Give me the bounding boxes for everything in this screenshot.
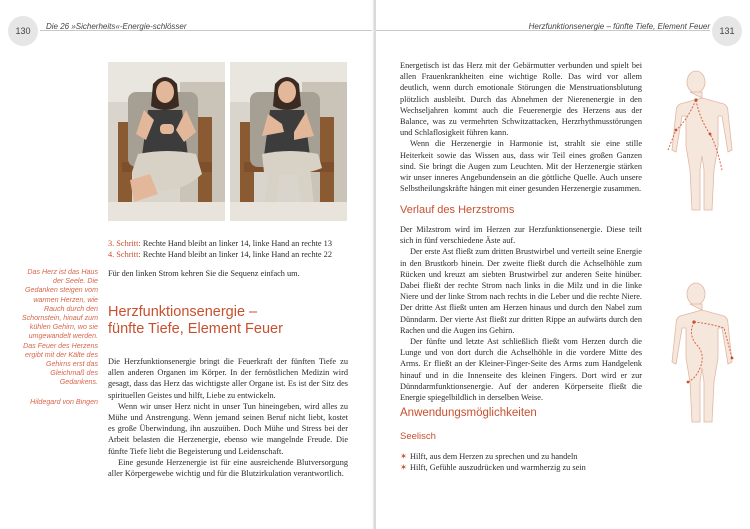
- paragraph: Energetisch ist das Herz mit der Gebärmutter verbunden und spielt bei allen Frauenkrankheiten eine wichtige Rolle. Das wird vor allem deutlich, wenn durch emotionale Störungen die Menstruationsblutung plötzlich ausbleibt. Durch das Abnehmen der Nierenenergie in den Wechseljahren kommt auch die Feuerenergie des Herzens aus der Balance, was zu vermehrten Schwitzattacken, Herzrhythmusstörungen und Schlaflosigkeit führen kann.: [400, 61, 642, 138]
- paragraph: Wenn die Herzenergie in Harmonie ist, strahlt sie eine stille Heiterkeit sowie das Wissen aus, dass wir Teil eines großen Ganzen sind. Sie bringt die Augen zum Leuchten. Mit der Herzenergie stärken wir unser inneres Angebundensein an die göttliche Quelle. Auch unsere Selbstheilungskräfte hängen mit einer gesunden Herzenergie zusammen.: [400, 139, 642, 194]
- right-body-top: [400, 60, 642, 194]
- section-heading: [108, 304, 283, 338]
- photo-step-4: [230, 62, 347, 221]
- step-label: 4. Schritt:: [108, 250, 141, 259]
- paragraph: Der Milzstrom wird im Herzen zur Herzfunktionsenergie. Diese teilt sich in fünf verschiedene Äste auf.: [400, 225, 642, 246]
- subheading-uses: Seelisch: [400, 431, 436, 442]
- step-item: [108, 249, 348, 260]
- steps-list: [108, 238, 348, 279]
- bullet-icon: ✶: [400, 463, 407, 473]
- left-page-number: 130: [8, 16, 38, 46]
- paragraph: Wenn wir unser Herz nicht in unser Tun hineingeben, wird alles zu Mühe und Anstrengung. Wenn jemand seinen Beruf nicht liebt, kostet es große Überwindung, ihn auszuüben. Doch Mühe und Stress bei der Arbeit belasten die Herzenergie, ebenso wie mangelnde Freude. Die fünfte Tiefe liebt die Begeisterung und Leidenschaft.: [108, 401, 348, 456]
- section-heading-line2: fünfte Tiefe, Element Feuer: [108, 321, 283, 337]
- right-body-flow: [400, 224, 642, 403]
- heading-flow: Verlauf des Herzstroms: [400, 204, 515, 216]
- list-item: [400, 451, 642, 462]
- meridian-diagram-back: [646, 70, 746, 218]
- bullet-icon: ✶: [400, 452, 407, 461]
- heading-uses: Anwendungsmöglichkeiten: [400, 407, 537, 419]
- photo-step-3: [108, 62, 225, 221]
- step-text: Rechte Hand bleibt an linker 14, linke Hand an rechte 13: [142, 239, 332, 248]
- sidenote-quote: [20, 268, 98, 407]
- paragraph: Eine gesunde Herzenergie ist für eine ausreichende Blutversorgung aller Körpergewebe wichtig und für die Blutzirkulation verantwortlich.: [108, 457, 348, 479]
- sidenote-author: Hildegard von Bingen: [30, 397, 98, 406]
- meridian-diagram-front: [646, 282, 746, 430]
- steps-note: Für den linken Strom kehren Sie die Sequenz einfach um.: [108, 269, 300, 278]
- right-page-header: [376, 0, 750, 48]
- uses-bullet-list: [400, 451, 642, 473]
- paragraph: Der fünfte und letzte Ast schließlich fließt vom Herzen durch die Lunge und von dort durch die Achselhöhle in die vordere Mitte des Arms. Er fließt an der Kleiner-Finger-Seite des Arms zum Handgelenk hinauf und in die Innenseite des kleinen Fingers. Dort wird er zur Dünndarmfunktionsenergie. Auf der anderen Körperseite fließt die Energie spiegelbildlich in derselben Weise.: [400, 337, 642, 403]
- left-page-header: [0, 0, 374, 48]
- list-item: [400, 462, 642, 473]
- right-page-number: 131: [712, 16, 742, 46]
- photo-step-4-image: [230, 62, 347, 221]
- list-item-text: Hilft, aus dem Herzen zu sprechen und zu handeln: [409, 452, 578, 461]
- right-running-head: Herzfunktionsenergie – fünfte Tiefe, Element Feuer: [528, 22, 710, 31]
- list-item-text: Hilft, Gefühle auszudrücken und warmherzig zu sein: [409, 463, 586, 473]
- photo-step-3-image: [108, 62, 225, 221]
- left-running-head: Die 26 »Sicherheits«-Energie-schlösser: [46, 22, 187, 31]
- right-page: [376, 0, 750, 529]
- left-body-text: [108, 356, 348, 479]
- left-page: [0, 0, 374, 529]
- paragraph: Die Herzfunktionsenergie bringt die Feuerkraft der fünften Tiefe zu allen anderen Organen im Körper. In der fernöstlichen Medizin wird gesagt, dass das Herz das wichtigste aller Organe ist. Es ist der Sitz des spirituellen Geistes und hilft, Liebe zu entwickeln.: [108, 357, 348, 400]
- step-label: 3. Schritt:: [108, 239, 141, 248]
- paragraph: Der erste Ast fließt zum dritten Brustwirbel und verteilt seine Energie in den Brustkorb hinein. Der zweite fließt durch die Achselhöhle zum Rücken und kreuzt am siebten Brustwirbel zur anderen Seite hinüber. Dabei fließt der rechte Strom nach links in die Milz und in die linke Niere und der linke Strom nach rechts in die Leber und die rechte Niere. Der dritte Ast fließt unten am Herzen hinaus und durch den Nabel zum Dünndarm. Der vierte Ast fließt zur dritten Rippe an aufwärts durch den Rachen und die Augen ins Gehirn.: [400, 247, 642, 335]
- sidenote-quote-text: Das Herz ist das Haus der Seele. Die Gedanken steigen vom warmen Herzen, wie Rauch durch den Schornstein, hinauf zum kühlen Gehirn, wo sie umgewandelt werden. Das Feuer des Herzens ergibt mit der Kälte des Gehirns erst das Gleichmaß des Gedankens.: [21, 268, 98, 387]
- step-text: Rechte Hand bleibt an linker 14, linke Hand an rechte 22: [142, 250, 332, 259]
- step-item: [108, 238, 348, 249]
- section-heading-line1: Herzfunktionsenergie –: [108, 304, 258, 320]
